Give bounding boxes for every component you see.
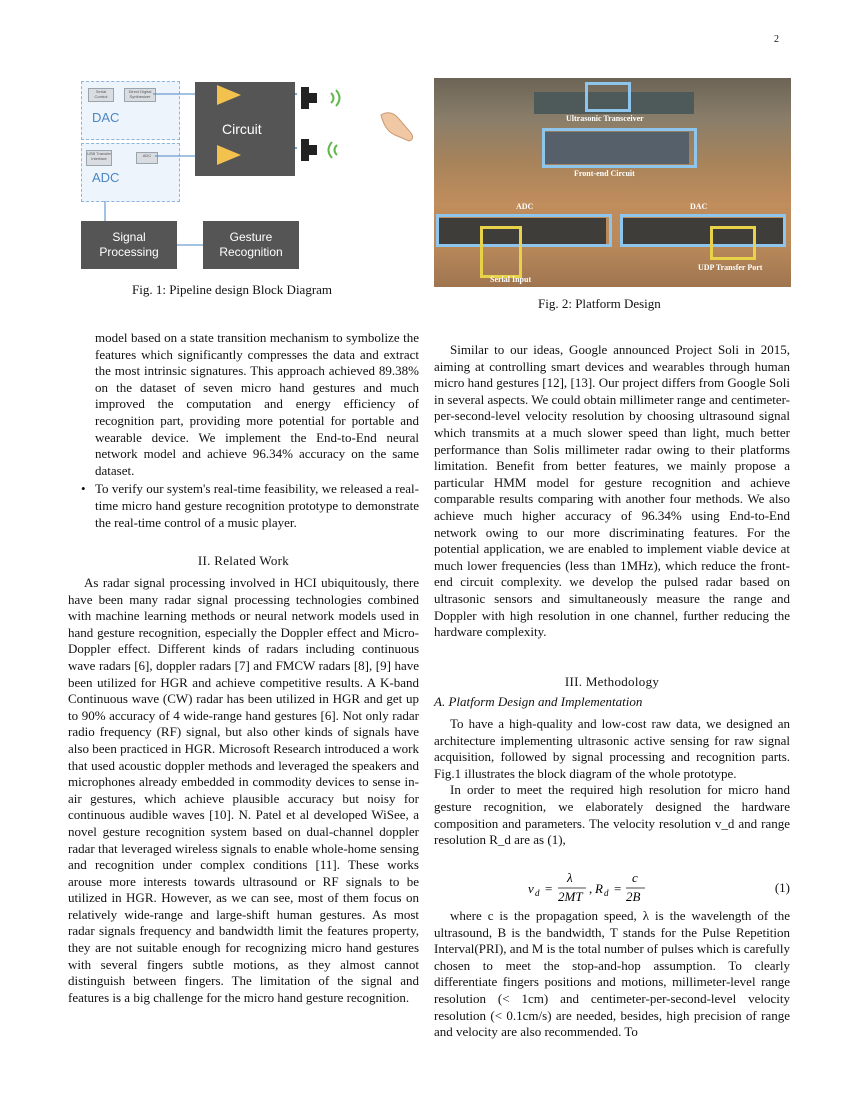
- dac-label: DAC: [92, 110, 120, 125]
- frontend-highlight: [542, 128, 697, 168]
- pulse-amplifier-icon: [217, 85, 241, 105]
- bullet-item: [81, 481, 419, 531]
- resolution-paragraph: In order to meet the required high resolution for micro hand gesture recognition, we elaborately designed the hardware composition and parameters. The velocity resolution v_d and range resolution R_d are as (1),: [434, 782, 790, 848]
- svg-text:,: ,: [589, 881, 593, 896]
- bullet-dot-icon: •: [81, 481, 86, 497]
- power-amplifier-icon: [217, 145, 241, 165]
- signal-processing-block: Signal Processing: [81, 221, 177, 269]
- adc-label: ADC: [92, 170, 120, 185]
- bullet-text: To verify our system's real-time feasibility, we released a real-time micro hand gesture recognition prototype to demonstrate the real-time control of a music player.: [95, 481, 419, 530]
- frontend-label: Front-end Circuit: [574, 169, 635, 178]
- right-column-methodology: [434, 716, 790, 849]
- wave-in-icon: [335, 145, 338, 155]
- soli-paragraph: Similar to our ideas, Google announced Project Soli in 2015, aiming at controlling smart devices and wearables through human micro hand gestures [12], [13]. Our project differs from Google Soli in several aspects. We could obtain millimeter range and centimeter-per-second-level velocity resolution by choosing ultrasound signal which transmits at a much slower speed than light, much better performance than Solis millimeter radar owing to their platforms limitation. Benefit from better features, we mainly propose a particular HMM model for gesture recognition and achieve comparable results comparing with another four methods. We also achieve much higher accuracy of 96.34% using End-to-End network owing to our more discriminating features. For the potential application, we are enabled to implement viable device at much lower frequencies (less than 1MHz), which reduce the front-end circuit complexity. we develop the pulsed radar based on ultrasonic sensors and simultaneously measure the range and Doppler with high resolution in one channel, further reducing the hardware complexity.: [434, 342, 790, 640]
- svg-text:c: c: [632, 870, 638, 885]
- adc-mini-block: ADC: [136, 152, 158, 164]
- intro-continuation: model based on a state transition mechanism to symbolize the features which significantly compresses the data and extract the most intrinsic signatures. This approach achieved 89.38% on the dataset of seven micro hand gestures and much improved the computation and energy efficiency of recognition part, providing more potential for portable and wearable device. We implement the End-to-End neural network model and achieve 96.34% accuracy on the same dataset.: [95, 330, 419, 478]
- figure-2-photo: [434, 78, 791, 287]
- figure-2-caption: Fig. 2: Platform Design: [538, 296, 661, 311]
- left-column-top: [81, 330, 419, 531]
- usb-block: USB Transfer Interface: [86, 150, 112, 166]
- svg-text:λ: λ: [567, 870, 573, 885]
- right-column-bottom: [434, 908, 790, 1041]
- svg-text:=: =: [545, 881, 553, 896]
- where-paragraph: where c is the propagation speed, λ is the wavelength of the ultrasound, B is the bandwidth, T stands for the Pulse Repetition Interval(PRI), and M is the total number of pulses which is carefully chosen to meet the stop-and-hop assumption. To clearly differentiate fingers positions and motions, millimeter-level range resolution (< 1cm) and centimeter-per-second-level velocity resolution (< 0.1cm/s) are needed, besides, high precision of range and velocity are also recommended. To: [434, 908, 790, 1040]
- serial-control-block: Serial Control: [88, 88, 114, 102]
- receiver-icon: [301, 139, 309, 161]
- transmitter-icon: [301, 87, 309, 109]
- right-column-top: [434, 342, 790, 641]
- dac-photo-label: DAC: [690, 202, 708, 211]
- serial-highlight: [480, 226, 522, 278]
- figure-1-block-diagram: [81, 79, 421, 271]
- circuit-label: Circuit: [222, 121, 262, 137]
- left-column-related-work: [68, 575, 419, 1006]
- svg-text:=: =: [614, 881, 622, 896]
- equation-1: [434, 870, 790, 906]
- svg-text:2MT: 2MT: [558, 889, 583, 904]
- hand-icon: [381, 113, 413, 141]
- svg-text:d: d: [535, 888, 540, 898]
- related-work-paragraph: As radar signal processing involved in HCI ubiquitously, there have been many radar signal processing technologies combined with machine learning methods or neural network models used in hand gesture recognition, especially the Doppler effect and Micro-Doppler effect. Different kinds of radars including continuous wave radars [6], doppler radars [7] and FMCW radars [8], [9] have been utilized for HGR and achieve competitive results. A K-band Continuous wave (CW) radar has been utilized in HGR and get up to 90% accuracy of 4 wide-range hand gestures [6]. Not only radar radio frequency (RF) signal, but also other kinds of signals have also been practiced in HGR. Microsoft Research introduced a work that used acoustic doppler methods and leveraged the speakers and microphones already embedded in commodity devices to sense in-air gestures, which achieve plausible accuracy but noisy for continuous audible waves [10]. N. Patel et al developed WiSee, a novel gesture recognition system based on dual-channel doppler radar that leveraged wireless signals to enable whole-home sensing and recognition under complex conditions [11]. These works arouse more interests towards ultrasound or RF signals to be utilized in HGR. However, as we can see, most of them focus on relatively wide-range and large-shift human gestures. As most radar signals frequency and bandwidth limit the features property, they are not suitable enough for recognizing micro hand gestures with several fingers subtle motions, as they almost cannot distinguish between fingers. The limitation of the signal and features is a big challenge for the micro hand gesture recognition.: [68, 575, 419, 1005]
- circuit-block: [195, 82, 295, 176]
- platform-paragraph: To have a high-quality and low-cost raw data, we designed an architecture implementing ultrasonic active sensing for raw signal acquisition, followed by signal processing and recognition parts. Fig.1 illustrates the block diagram of the whole prototype.: [434, 716, 790, 781]
- page-number: 2: [774, 34, 779, 45]
- ultrasonic-highlight: [585, 82, 631, 112]
- figure-1-caption: Fig. 1: Pipeline design Block Diagram: [132, 282, 333, 297]
- ultrasonic-label: Ultrasonic Transceiver: [566, 114, 644, 123]
- transducer-and-hand: [297, 83, 421, 179]
- wave-out-icon: [331, 93, 334, 103]
- udp-label: UDP Transfer Port: [698, 263, 763, 272]
- gesture-recognition-block: Gesture Recognition: [203, 221, 299, 269]
- section-related-work-heading: II. Related Work: [197, 553, 290, 568]
- svg-text:d: d: [604, 888, 609, 898]
- svg-text:R: R: [595, 881, 603, 896]
- svg-text:2B: 2B: [626, 889, 641, 904]
- section-methodology-heading: III. Methodology: [564, 674, 660, 689]
- dds-block: Direct Digital Synthesizer: [124, 88, 156, 102]
- dac-highlight: [620, 214, 786, 247]
- adc-highlight: [436, 214, 612, 247]
- adc-photo-label: ADC: [516, 202, 534, 211]
- udp-highlight: [710, 226, 756, 260]
- equation-1-formula: [434, 870, 790, 906]
- equation-number: (1): [774, 880, 790, 895]
- svg-text:v: v: [528, 881, 534, 896]
- serial-label: Serial Input: [490, 275, 532, 284]
- subsection-platform-heading: A. Platform Design and Implementation: [434, 694, 643, 709]
